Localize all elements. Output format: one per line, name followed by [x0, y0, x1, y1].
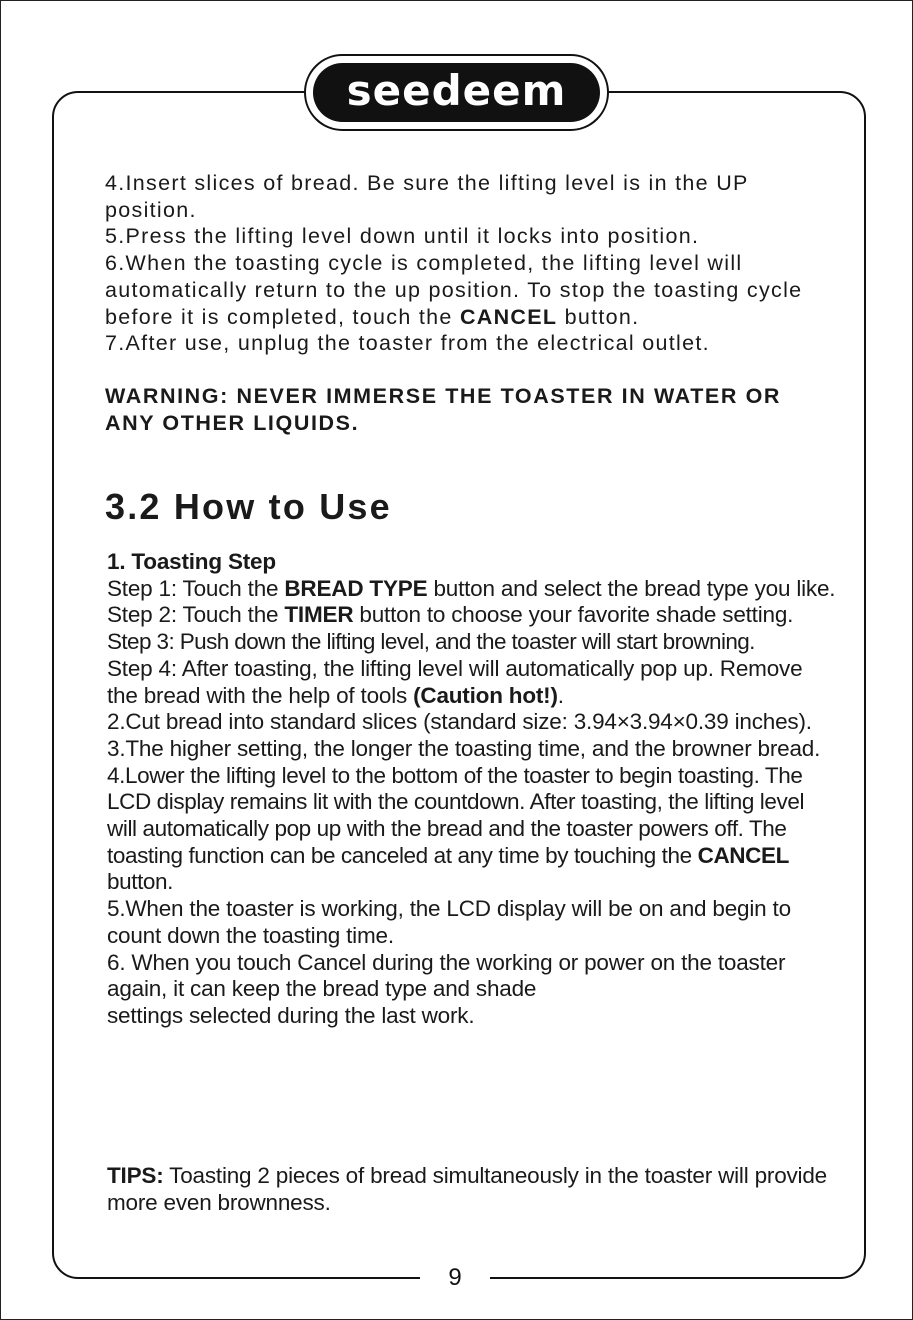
brand-logo-badge: [313, 63, 600, 122]
item-6-line-1: 6. When you touch Cancel during the working or power on the toaster again, it can keep the bread type and shade: [107, 949, 786, 1002]
instruction-4: 4.Insert slices of bread. Be sure the lifting level is in the UP position.: [105, 171, 749, 222]
caution-label: (Caution hot!): [413, 682, 558, 708]
step-1-text: Step 1: Touch the: [107, 575, 285, 601]
item-2: 2.Cut bread into standard slices (standard size: 3.94×3.94×0.39 inches).: [107, 709, 812, 735]
instruction-6-end: button.: [557, 304, 640, 329]
cancel-label: CANCEL: [459, 304, 558, 329]
step-4-text: Step 4: After toasting, the lifting level will automatically pop up. Remove the bread with the help of tools: [107, 655, 803, 708]
step-1: [107, 576, 837, 603]
tips-text: Toasting 2 pieces of bread simultaneously in the toaster will provide more even brownness.: [107, 1163, 827, 1215]
item-4: [107, 763, 837, 897]
tips: [107, 1163, 837, 1216]
item-4-text: 4.Lower the lifting level to the bottom of the toaster to begin toasting. The LCD display remains lit with the countdown. After toasting, the lifting level will automatically pop up with the bread and the toaster powers off. The toasting function can be canceled at any time by touching the: [107, 762, 805, 868]
how-to-use-steps: [107, 549, 837, 1030]
step-1-end: button and select the bread type you like.: [427, 575, 836, 601]
cancel-label-2: CANCEL: [697, 842, 789, 868]
instruction-6-text: 6.When the toasting cycle is completed, the lifting level will automatically return to the up position. To stop the toasting cycle before it is completed, touch the: [105, 251, 803, 329]
step-4: [107, 656, 837, 709]
bread-type-label: BREAD TYPE: [284, 575, 428, 601]
step-3: Step 3: Push down the lifting level, and the toaster will start browning.: [107, 629, 755, 655]
item-6-line-2: settings selected during the last work.: [107, 1002, 475, 1028]
step-4-end: .: [557, 682, 564, 708]
step-2-end: button to choose your favorite shade setting.: [353, 602, 794, 628]
brand-logo-text: seedeem: [346, 65, 567, 115]
page-number: 9: [448, 1264, 462, 1291]
item-5: 5.When the toaster is working, the LCD display will be on and begin to count down the toasting time.: [107, 896, 791, 948]
brand-logo: [304, 54, 609, 131]
timer-label: TIMER: [284, 602, 354, 628]
subheading: 1. Toasting Step: [107, 549, 276, 574]
item-4-end: button.: [107, 869, 174, 895]
section-title: 3.2 How to Use: [105, 486, 392, 527]
tips-label: TIPS:: [107, 1163, 164, 1188]
step-2: [107, 602, 837, 629]
instructions-list: [105, 170, 835, 357]
step-2-text: Step 2: Touch the: [107, 602, 285, 628]
warning-text: WARNING: NEVER IMMERSE THE TOASTER IN WATER OR ANY OTHER LIQUIDS.: [105, 384, 782, 435]
instruction-5: 5.Press the lifting level down until it locks into position.: [105, 224, 700, 249]
item-3: 3.The higher setting, the longer the toasting time, and the browner bread.: [107, 735, 821, 761]
instruction-7: 7.After use, unplug the toaster from the electrical outlet.: [105, 331, 710, 356]
instruction-6: [105, 250, 835, 330]
